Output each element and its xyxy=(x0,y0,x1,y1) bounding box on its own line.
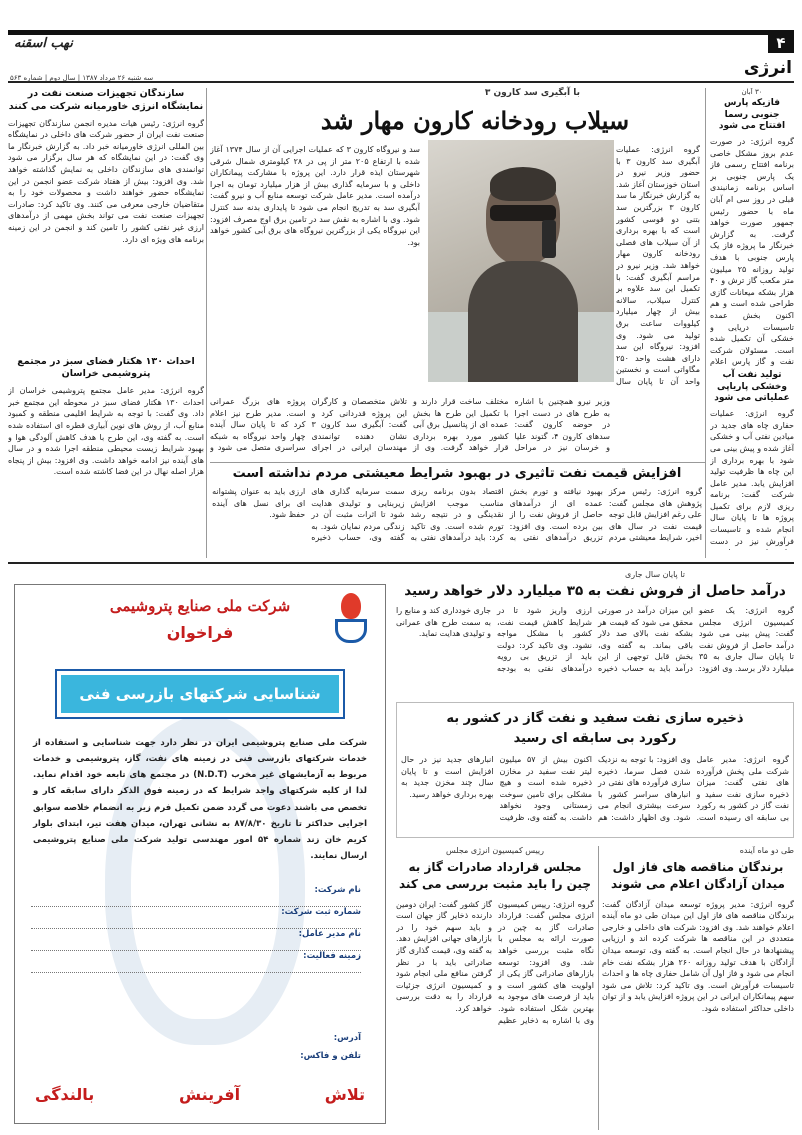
right-column xyxy=(710,88,794,550)
left-body-2: گروه انرژی: مدیر عامل مجتمع پتروشیمی خراسان از احداث ۱۳۰ هکتار فضای سبز در محوطه این مجتمع خبر داد. وی گفت: با توجه به شرایط اقلیمی منطقه و کمبود منابع آب، از روش های نوین آبیاری قطره ای استفاده شده است. به گفته وی، این طرح با هدف کاهش آلودگی هوا و بهبود شرایط زیست محیطی منطقه اجرا شده و در سال های آینده نیز ادامه خواهد داشت. وی افزود: بیش از پنجاه هزار اصله نهال در این فضا کاشته شده است. xyxy=(8,386,204,477)
ad-banner-inner xyxy=(61,675,339,713)
price-body: گروه انرژی: رئیس مرکز پژوهش های مجلس گفت: علی رغم افزایش قابل توجه قیمت نفت در سال های اخیر، شرایط معیشتی مردم بهبود نیافته و تورم بخش عمده ای از درآمدهای حاصل از فروش نفت را از بین برده است. وی افزود: تزریق درآمدهای نفتی به اقتصاد بدون برنامه ریزی مناسب موجب افزایش نقدینگی و در نتیجه رشد تورم شده است. وی تاکید کرد: باید درآمدهای نفتی به سمت سرمایه گذاری های زیربنایی و تولیدی هدایت شود تا اثرات مثبت آن در زندگی مردم نمایان شود. به گفته وی، حساب ذخیره ارزی باید به عنوان پشتوانه ای برای نسل های آینده حفظ شود. xyxy=(212,487,702,543)
china-headline: مجلس قرارداد صادرات گاز به چین را باید مثبت بررسی می کند xyxy=(398,860,591,891)
lead-body-2: سد و نیروگاه کارون ۳ که عملیات اجرایی آن از سال ۱۳۷۴ آغاز شده با ارتفاع ۲۰۵ متر از پی در ۲۸ کیلومتری شمال شرقی شهرستان ایذه قرار دارد. این پروژه با مشارکت پیمانکاران داخلی و با سرمایه گذاری بیش از هزار میلیارد تومان به اجرا درآمده است. مدیر عامل شرکت توسعه منابع آب و نیرو گفت: آبگیری سد به تدریج انجام می شود تا پایداری بدنه سد کنترل شود. وی با اشاره به نقش سد در تامین برق اوج مصرف افزود: این نیروگاه یکی از بزرگترین نیروگاه های برق آبی کشور خواهد بود. xyxy=(210,145,420,247)
ad-banner-text: شناسایی شرکتهای بازرسی فنی xyxy=(79,685,321,703)
right-body-2: گروه انرژی: عملیات حفاری چاه های جدید در میادین نفتی آب و خشکی آغاز شده و پیش بینی می شود با بهره برداری از این چاه ها ظرفیت تولید افزایش یابد. مدیر عامل شرکت گفت: برنامه ریزی لازم برای تکمیل پروژه ها تا پایان سال انجام شده و تاسیسات فرآورش نیز در دست xyxy=(710,409,794,546)
ad-slogan: بالندگی xyxy=(35,1085,95,1104)
phone-icon xyxy=(542,220,556,258)
page-number: ۴ xyxy=(768,33,794,53)
lead-kicker: با آبگیری سد کارون ۳ xyxy=(484,88,580,98)
right-headline-2: تولید نفت آب وخشکی پاریاپی عملیاتی می شود xyxy=(714,370,790,404)
ad-slogan: تلاش xyxy=(324,1085,365,1104)
lead-body-1: گروه انرژی: عملیات آبگیری سد کارون ۳ با حضور وزیر نیرو در استان خوزستان آغاز شد. به گزارش خبرنگار ما سد کارون ۳ بزرگترین سد بتنی دو قوسی کشور است که با بهره برداری از آن سیلاب های فصلی رودخانه کارون مهار خواهد شد. وزیر نیرو در مراسم آبگیری گفت: با تکمیل این سد علاوه بر کنترل سیلاب، سالانه بیش از چهار میلیارد کیلووات ساعت برق تولید می شود. وی افزود: نیروگاه این سد دارای هشت واحد ۲۵۰ مگاواتی است و نخستین واحد آن تا پایان سال xyxy=(616,145,700,386)
lead-headline: سیلاب رودخانه کارون مهار شد xyxy=(320,106,630,135)
revenue-body: گروه انرژی: یک عضو کمیسیون انرژی مجلس گفت: پیش بینی می شود درآمد حاصل از فروش نفت تا پایان سال جاری به ۳۵ میلیارد دلار برسد. وی افزود: این میزان درآمد در صورتی محقق می شود که قیمت هر بشکه نفت بالای صد دلار باقی بماند. به گفته وی، بخش قابل توجهی از این درآمد باید به حساب ذخیره ارزی واریز شود تا در شرایط کاهش قیمت نفت، کشور با مشکل مواجه نشود. وی تاکید کرد: دولت باید از تزریق بی رویه درآمدهای نفتی به بودجه جاری خودداری کند و منابع را به سمت طرح های عمرانی و تولیدی هدایت نماید. xyxy=(396,606,794,673)
auction-kicker: طی دو ماه آینده xyxy=(739,846,794,855)
auction-body: گروه انرژی: مدیر پروژه توسعه میدان آزادگان گفت: برندگان مناقصه های فاز اول این میدان طی دو ماه آینده اعلام خواهند شد. وی افزود: شرکت های داخلی و خارجی متعددی در این مناقصه ها شرکت کرده اند و ارزیابی پیشنهادها در حال انجام است. به گفته وی، توسعه میدان آزادگان با هدف تولید روزانه ۲۶۰ هزار بشکه نفت خام انجام می شود و فاز اول آن شامل حفاری چاه ها و احداث تاسیسات فرآورش است. وی تاکید کرد: تلاش می شود سهم پیمانکاران ایرانی در این پروژه افزایش یابد و از توان داخلی حداکثر استفاده شود. xyxy=(602,899,794,1013)
person-hair xyxy=(490,167,556,201)
person-body xyxy=(468,261,578,382)
revenue-kicker: تا پایان سال جاری xyxy=(625,570,685,579)
left-column xyxy=(8,88,204,558)
ad-address-label: آدرس: xyxy=(333,1033,361,1043)
form-field-label: شماره ثبت شرکت: xyxy=(31,907,361,929)
storage-headline: ذخیره سازی نفت سفید و نفت گاز در کشور به رکورد بی سابقه ای رسید xyxy=(446,711,744,746)
left-body: گروه انرژی: رئیس هیات مدیره انجمن سازندگان تجهیزات صنعت نفت ایران از حضور شرکت های داخلی در نمایشگاه بین المللی انرژی خاورمیانه خبر داد. به گزارش خبرنگار ما وی گفت: در این نمایشگاه که هر سال برگزار می شود توانمندی های سازندگان داخلی به نمایش گذاشته خواهد شد. وی افزود: بیش از هفتاد شرکت عضو انجمن در این نمایشگاه حضور خواهند داشت و محصولات خود را به متقاضیان خارجی معرفی می کنند. وی تاکید کرد: صادرات تجهیزات صنعت نفت می تواند بخش مهمی از درآمدهای ارزی غیر نفتی کشور را تامین کند و انجمن در این زمینه برنامه های ویژه ای دارد. xyxy=(8,118,204,244)
tender-ad xyxy=(14,584,386,1124)
auction-story xyxy=(602,846,794,1130)
masthead xyxy=(8,30,794,52)
storage-story xyxy=(396,702,794,838)
right-headline: فازیکه پارس جنوبی رسما افتتاح می شود xyxy=(718,98,786,132)
section-rule xyxy=(8,562,794,564)
person-figure xyxy=(468,165,578,382)
revenue-headline: درآمد حاصل از فروش نفت به ۳۵ میلیارد دلار خواهد رسید xyxy=(404,583,786,599)
ad-body: شرکت ملی صنایع پتروشیمی ایران در نظر دارد جهت شناسایی و استفاده از خدمات شرکتهای بازرسی فنی در زمینه های نفت، گاز، پتروشیمی و خدمات مربوط به آزمایشهای غیر مخرب (N.D.T) در مجتمع های تابعه خود اقدام نماید. لذا از کلیه شرکتهای واجد شرایط که در زمینه فوق الذکر دارای سابقه کار و تخصص می باشند دعوت می گردد ضمن تکمیل فرم زیر به انضمام خلاصه سوابق اجرایی حداکثر تا تاریخ ۸۷/۸/۳۰ به نشانی تهران، میدان هفت تیر، ابتدای بلوار کریم خان زند شماره ۵۴ امور مهندسی تولید شرکت ملی صنایع پتروشیمی ارسال نمایند. xyxy=(33,738,368,861)
divider xyxy=(598,846,599,1130)
ad-banner xyxy=(55,669,345,719)
ad-phone-label: تلفن و فاکس: xyxy=(300,1051,361,1061)
price-headline: افزایش قیمت نفت تاثیری در بهبود شرایط معیشتی مردم نداشته است xyxy=(232,466,682,481)
china-kicker: رییس کمیسیون انرژی مجلس xyxy=(445,846,545,855)
auction-headline: برندگان مناقصه های فاز اول میدان آزادگان اعلام می شوند xyxy=(611,860,785,891)
lead-photo xyxy=(428,140,614,382)
right-kicker: ۳۰ آبان xyxy=(741,88,763,96)
ad-company: شرکت ملی صنایع پتروشیمی xyxy=(109,597,291,615)
ad-slogan: آفرینش xyxy=(179,1085,241,1104)
logo-base xyxy=(335,619,367,643)
ad-form xyxy=(31,885,361,973)
section-title: انرژی xyxy=(743,58,792,78)
revenue-story xyxy=(396,570,794,705)
glasses-icon xyxy=(490,205,556,221)
right-body: گروه انرژی: در صورت عدم بروز مشکل خاصی برنامه افتتاح رسمی فاز یک پارس جنوبی بر اساس برنامه زمانبندی قبلی در روز سی ام آبان ماه با حضور رئیس جمهور صورت خواهد گرفت. به گزارش خبرنگار ما پروژه فاز یک پارس جنوبی با هدف تولید روزانه ۲۵ میلیون متر مکعب گاز ترش و ۴۰ هزار بشکه میعانات گازی طراحی شده است و هم اکنون بخش عمده تاسیسات دریایی و خشکی آن تکمیل شده است. مسئولان شرکت نفت و گاز پارس اعلام xyxy=(710,137,794,367)
form-field-label: نام مدیر عامل: xyxy=(31,929,361,951)
china-story xyxy=(396,846,594,1130)
lead-bottom-body: وزیر نیرو همچنین با اشاره به طرح های در دست اجرا در حوضه کارون گفت: سدهای کارون ۴، گتوند علیا و خرسان نیز در مراحل مختلف ساخت قرار دارند و با تکمیل این طرح ها بخش عمده ای از پتانسیل برق آبی کشور مورد بهره برداری قرار خواهد گرفت. وی از تلاش متخصصان و کارگران این پروژه قدردانی کرد و گفت: آبگیری سد کارون ۳ نشان دهنده توانمندی مهندسان ایرانی در اجرای پروژه های بزرگ عمرانی است. مدیر طرح نیز اعلام کرد که تا پایان سال آینده چهار واحد نیروگاه به شبکه سراسری متصل می شود و xyxy=(210,397,610,453)
storage-body: گروه انرژی: مدیر عامل شرکت ملی پخش فرآورده های نفتی گفت: میزان ذخیره سازی نفت سفید و نفت گاز در کشور به رکورد بی سابقه ای رسیده است. وی افزود: با توجه به نزدیک شدن فصل سرما، ذخیره سازی فرآورده های نفتی در انبارهای سراسر کشور با سرعت بیشتری انجام می شود. وی اظهار داشت: هم اکنون بیش از ۵۷ میلیون لیتر نفت سفید در مخازن ذخیره شده است و هیچ مشکلی برای تامین سوخت زمستانی وجود نخواهد داشت. به گفته وی، ظرفیت انبارهای جدید نیز در حال افزایش است و تا پایان سال چند مخزن جدید به بهره برداری خواهد رسید. xyxy=(401,755,789,822)
divider xyxy=(705,88,706,558)
dateline: سه شنبه ۲۶ مرداد ۱۳۸۷ | سال دوم | شماره ۵۶۳ xyxy=(10,74,154,82)
top-rule xyxy=(8,30,794,35)
form-field-label: نام شرکت: xyxy=(31,885,361,907)
ad-title: فراخوان xyxy=(166,623,234,642)
left-headline: سازندگان تجهیزات صنعت نفت در نمایشگاه انرژی خاورمیانه شرکت می کنند xyxy=(8,88,204,112)
newspaper-logo: نهب اسقنه xyxy=(14,36,73,51)
china-body: گروه انرژی: رییس کمیسیون انرژی مجلس گفت: قرارداد صادرات گاز به چین در صورت ارائه به مجلس با نگاه مثبت بررسی خواهد شد. وی افزود: توسعه بازارهای صادراتی گاز یکی از اولویت های کشور است و باید از فرصت های موجود به بهترین شکل استفاده شود. وی با اشاره به ذخایر عظیم گاز کشور گفت: ایران دومین دارنده ذخایر گاز جهان است و باید سهم خود را در بازارهای جهانی افزایش دهد. به گفته وی، قیمت گذاری گاز صادراتی باید با در نظر گرفتن منافع ملی انجام شود و کمیسیون انرژی جزئیات قرارداد را به دقت بررسی خواهد کرد. xyxy=(396,899,594,1025)
divider xyxy=(206,88,207,558)
ad-slogans xyxy=(35,1085,365,1104)
form-field-label: زمینه فعالیت: xyxy=(31,951,361,973)
ad-logo-icon xyxy=(331,593,371,645)
divider xyxy=(210,462,705,463)
left-headline-2: احداث ۱۳۰ هکتار فضای سبز در مجتمع پتروشیمی خراسان xyxy=(17,355,195,380)
flame-icon xyxy=(341,593,361,619)
